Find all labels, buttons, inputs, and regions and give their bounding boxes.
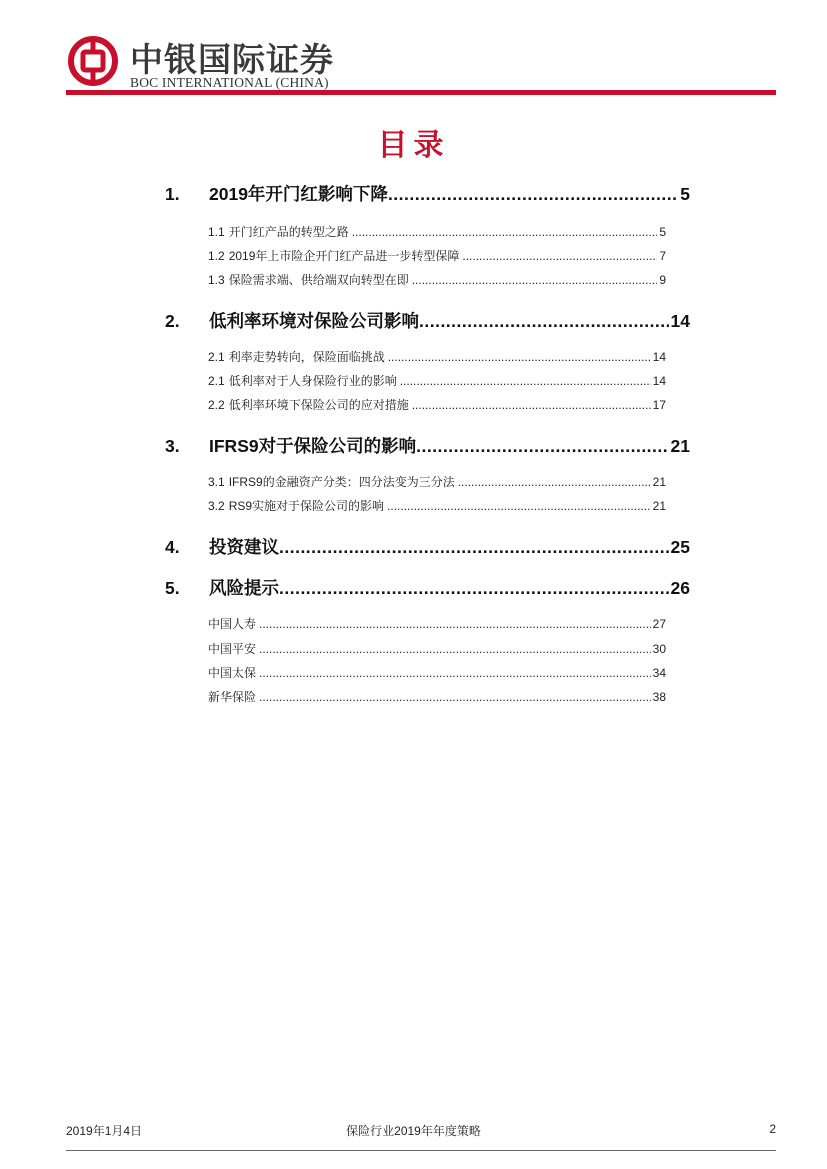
toc-section-1[interactable] bbox=[165, 181, 690, 206]
toc-leader-dots bbox=[256, 642, 651, 656]
toc-page-number: 34 bbox=[652, 666, 666, 680]
footer-divider bbox=[66, 1150, 776, 1151]
toc-subsection-label: 低利率对于人身保险行业的影响 bbox=[228, 374, 397, 388]
toc-leader-dots bbox=[416, 436, 668, 457]
footer-date: 2019年1月4日 bbox=[66, 1124, 143, 1138]
toc-subsection-3-1[interactable] bbox=[208, 473, 666, 490]
footer-page-number: 2 bbox=[769, 1122, 776, 1136]
boc-logo-icon bbox=[68, 36, 118, 86]
toc-section-5[interactable] bbox=[165, 575, 690, 600]
toc-leader-dots bbox=[384, 499, 651, 513]
toc-subsection-number: 2.1 bbox=[208, 350, 225, 364]
toc-section-label: 风险提示 bbox=[209, 578, 279, 598]
toc-leader-dots bbox=[455, 475, 651, 489]
toc-section-label: 2019年开门红影响下降 bbox=[209, 184, 388, 204]
toc-section-number: 5. bbox=[165, 578, 180, 598]
toc-page-number: 5 bbox=[680, 184, 690, 204]
toc-section-number: 3. bbox=[165, 436, 180, 456]
toc-subsection-label: 保险需求端、供给端双向转型在即 bbox=[228, 273, 409, 287]
toc-page-number: 25 bbox=[670, 537, 690, 557]
toc-page-number: 14 bbox=[670, 311, 690, 331]
toc-company-ping-an[interactable] bbox=[208, 640, 666, 657]
toc-subsection-2-1[interactable] bbox=[208, 348, 666, 365]
brand-name-cn: 中银国际证券 bbox=[130, 40, 334, 79]
toc-section-label: IFRS9对于保险公司的影响 bbox=[209, 436, 417, 456]
toc-company-new-china-life[interactable] bbox=[208, 688, 666, 705]
toc-leader-dots bbox=[459, 249, 657, 263]
toc-page-number: 26 bbox=[670, 578, 690, 598]
toc-leader-dots bbox=[388, 184, 678, 205]
toc-subsection-label: 开门红产品的转型之路 bbox=[228, 225, 349, 239]
toc-subsection-label: IFRS9的金融资产分类：四分法变为三分法 bbox=[228, 475, 455, 489]
toc-leader-dots bbox=[256, 666, 651, 680]
toc-subsection-2-1b[interactable] bbox=[208, 372, 666, 389]
toc-page-number: 38 bbox=[652, 690, 666, 704]
toc-section-number: 1. bbox=[165, 184, 180, 204]
brand-name-en: BOC INTERNATIONAL (CHINA) bbox=[130, 75, 329, 90]
toc-subsection-number: 2.1 bbox=[208, 374, 225, 388]
toc-subsection-label: 2019年上市险企开门红产品进一步转型保障 bbox=[228, 249, 460, 263]
toc-company-cpic[interactable] bbox=[208, 664, 666, 681]
toc-leader-dots bbox=[397, 374, 651, 388]
toc-leader-dots bbox=[419, 311, 669, 332]
toc-page-number: 14 bbox=[652, 350, 666, 364]
toc-section-label: 低利率环境对保险公司影响 bbox=[209, 311, 419, 331]
toc-company-label: 中国人寿 bbox=[208, 617, 257, 631]
toc-section-4[interactable] bbox=[165, 534, 690, 559]
toc-leader-dots bbox=[385, 350, 651, 364]
toc-subsection-number: 1.1 bbox=[208, 225, 225, 239]
toc-subsection-label: 利率走势转向，保险面临挑战 bbox=[228, 350, 385, 364]
toc-subsection-number: 2.2 bbox=[208, 398, 225, 412]
toc-leader-dots bbox=[409, 398, 651, 412]
toc-subsection-label: RS9实施对于保险公司的影响 bbox=[228, 499, 385, 513]
toc-page-number: 5 bbox=[659, 225, 666, 239]
toc-page-number: 7 bbox=[659, 249, 666, 263]
toc-company-label: 新华保险 bbox=[208, 690, 257, 704]
toc-company-label: 中国平安 bbox=[208, 642, 257, 656]
toc-company-china-life[interactable] bbox=[208, 615, 666, 632]
toc-subsection-number: 3.2 bbox=[208, 499, 225, 513]
toc-subsection-number: 1.2 bbox=[208, 249, 225, 263]
toc-subsection-1-1[interactable] bbox=[208, 223, 666, 240]
toc-page-number: 14 bbox=[652, 374, 666, 388]
toc-subsection-1-2[interactable] bbox=[208, 247, 666, 264]
toc-section-number: 4. bbox=[165, 537, 180, 557]
toc-leader-dots bbox=[279, 578, 669, 599]
toc-leader-dots bbox=[409, 273, 658, 287]
toc-page-number: 21 bbox=[670, 436, 690, 456]
report-header bbox=[66, 30, 776, 100]
toc-subsection-1-3[interactable] bbox=[208, 271, 666, 288]
toc-subsection-3-2[interactable] bbox=[208, 497, 666, 514]
toc-title: 目录 bbox=[377, 129, 450, 162]
toc-section-3[interactable] bbox=[165, 433, 690, 458]
toc-leader-dots bbox=[349, 225, 658, 239]
toc-leader-dots bbox=[256, 690, 651, 704]
toc-section-label: 投资建议 bbox=[209, 537, 279, 557]
toc-subsection-2-2[interactable] bbox=[208, 396, 666, 413]
toc-page-number: 27 bbox=[652, 617, 666, 631]
toc-subsection-label: 低利率环境下保险公司的应对措施 bbox=[228, 398, 409, 412]
toc-section-2[interactable] bbox=[165, 308, 690, 333]
toc-subsection-number: 3.1 bbox=[208, 475, 225, 489]
toc-page-number: 9 bbox=[659, 273, 666, 287]
toc-section-number: 2. bbox=[165, 311, 180, 331]
toc-page-number: 17 bbox=[652, 398, 666, 412]
footer-report-title: 保险行业2019年年度策略 bbox=[346, 1124, 481, 1138]
toc-page-number: 21 bbox=[652, 475, 666, 489]
toc-company-label: 中国太保 bbox=[208, 666, 257, 680]
toc-page-number: 30 bbox=[652, 642, 666, 656]
toc-subsection-number: 1.3 bbox=[208, 273, 225, 287]
header-divider bbox=[66, 90, 776, 95]
toc-leader-dots bbox=[256, 617, 651, 631]
toc-page-number: 21 bbox=[652, 499, 666, 513]
toc-leader-dots bbox=[279, 537, 669, 558]
